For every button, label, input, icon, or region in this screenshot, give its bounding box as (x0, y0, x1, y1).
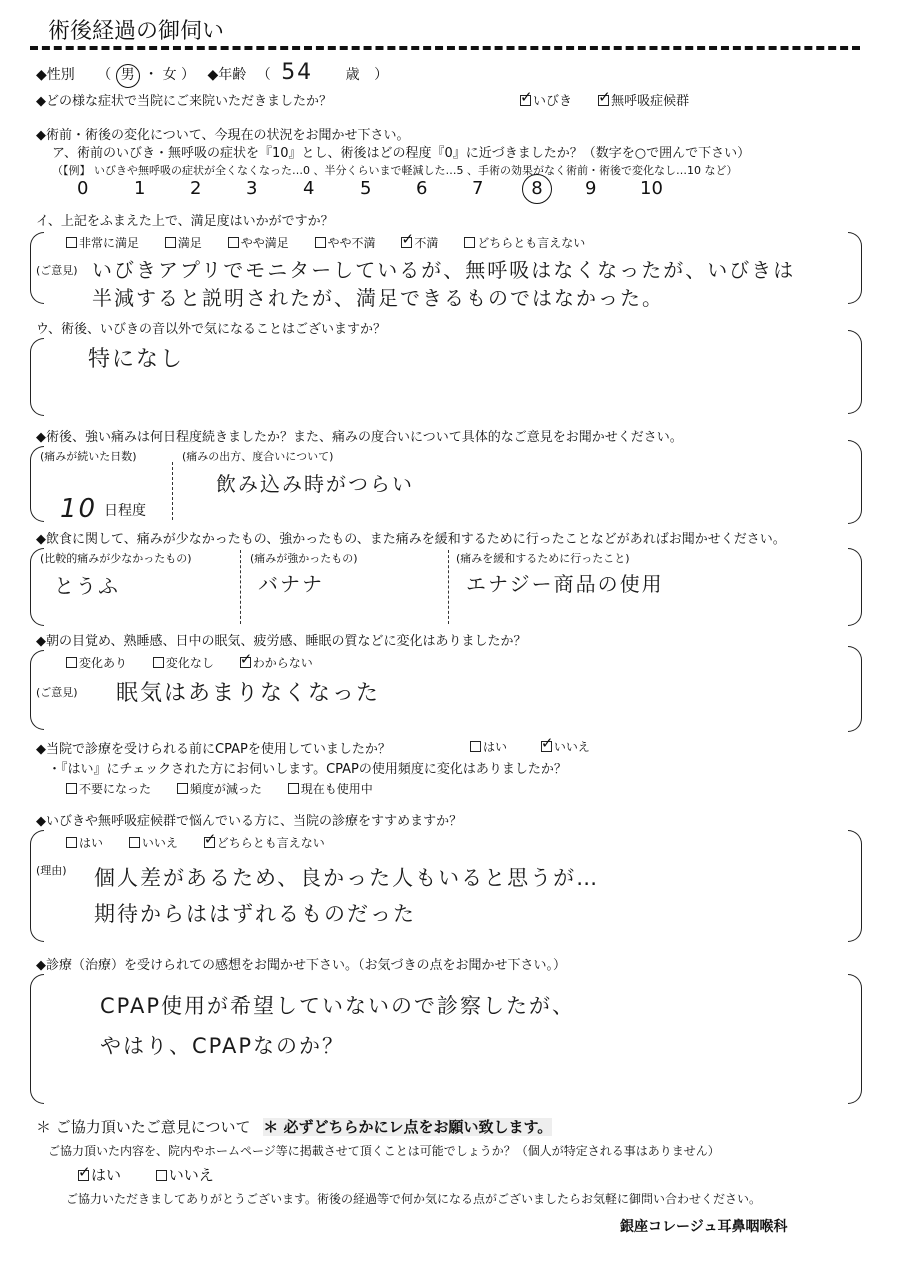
page-title: 術後経過の御伺い (48, 19, 225, 44)
cpap-question: ◆当院で診療を受けられる前にCPAPを使用していましたか？ (36, 742, 391, 757)
recommend-options (66, 834, 325, 851)
scale-9[interactable]: 9 (585, 178, 597, 199)
option-somewhat-satisfied[interactable]: やや満足 (228, 236, 289, 250)
scale-5[interactable]: 5 (360, 178, 372, 199)
consent-options (78, 1164, 214, 1185)
recommend-answer-line1[interactable]: 個人差があるため、良かった人もいると思うが… (94, 866, 600, 890)
bracket-right (848, 830, 862, 942)
checkbox-icon (66, 237, 77, 248)
checkbox-icon (66, 837, 77, 848)
food-relief-label: (痛みを緩和するために行ったこと) (456, 552, 630, 565)
bracket-right (848, 440, 862, 524)
cpap-followup-options (66, 780, 373, 797)
bracket-right (848, 974, 862, 1104)
option-unchanged[interactable]: 変化なし (153, 656, 214, 670)
age-label: ◆年齢 (207, 67, 247, 83)
title-dotted-rule (30, 46, 860, 50)
scale-1[interactable]: 1 (134, 178, 146, 199)
pain-days-unit: 日程度 (104, 503, 146, 519)
clinic-name: 銀座コレージュ耳鼻咽喉科 (620, 1219, 788, 1235)
option-neither[interactable]: どちらとも言えない (464, 236, 585, 250)
food-strong-answer[interactable]: バナナ (258, 572, 324, 596)
food-relief-answer[interactable]: エナジー商品の使用 (466, 572, 664, 596)
checkbox-icon (177, 783, 188, 794)
checkbox-icon (401, 237, 412, 248)
checkbox-icon (228, 237, 239, 248)
option-yes[interactable]: はい (470, 740, 507, 754)
scale-10[interactable]: 10 (640, 178, 663, 199)
option-no-longer-needed[interactable]: 不要になった (66, 782, 151, 796)
option-yes[interactable]: ✓はい (78, 1166, 121, 1184)
checkbox-icon (66, 657, 77, 668)
option-somewhat-dissatisfied[interactable]: やや不満 (315, 236, 376, 250)
impression-answer-line2[interactable]: やはり、CPAPなのか？ (100, 1034, 346, 1058)
option-no[interactable]: いいえ (129, 836, 178, 850)
impression-answer-line1[interactable]: CPAP使用が希望していないので診察したが、 (100, 994, 576, 1018)
scale-8-selected[interactable]: 8 (522, 174, 552, 204)
food-less-answer[interactable]: とうふ (54, 574, 120, 598)
checkbox-icon (470, 741, 481, 752)
scale-0[interactable]: 0 (77, 178, 89, 199)
food-strong-label: (痛みが強かったもの) (250, 552, 358, 565)
recommend-answer-line2[interactable]: 期待からははずれるものだった (94, 902, 416, 926)
symptoms-question: ◆どの様な症状で当院にご来院いただきましたか？ (36, 94, 332, 109)
consent-title: ＊ ご協力頂いたご意見について ＊ 必ずどちらかにレ点をお願い致します。 (36, 1118, 553, 1136)
reason-label: (理由) (36, 864, 67, 877)
satisfaction-answer-line2[interactable]: 半減すると説明されたが、満足できるものではなかった。 (92, 286, 664, 310)
bracket-right (848, 548, 862, 626)
divider (448, 550, 449, 624)
age-unit: 歳 (345, 67, 360, 83)
checkbox-icon (66, 783, 77, 794)
bracket-right (848, 646, 862, 732)
pain-degree-label: (痛みの出方、度合いについて) (182, 450, 334, 463)
bracket-left (30, 974, 44, 1104)
option-no[interactable]: ✓ いいえ (541, 740, 590, 754)
scale-3[interactable]: 3 (246, 178, 258, 199)
option-unknown[interactable]: ✓ わからない (240, 656, 313, 670)
change-question: ◆術前・術後の変化について、今現在の状況をお聞かせ下さい。 (36, 128, 410, 143)
checkbox-icon (165, 237, 176, 248)
consent-question: ご協力頂いた内容を、院内やホームページ等に掲載させて頂くことは可能でしょうか？（個人が特定される事はありません） (48, 1144, 720, 1158)
checkbox-icon (598, 95, 609, 106)
gender-label: ◆性別 (36, 67, 75, 83)
change-example: （【例】 いびきや無呼吸の症状が全くなくなった…0 、半分くらいまで軽減した…5 、手術の効果がなく術前・術後で変化なし…10 など） (52, 164, 738, 177)
impression-question: ◆診療（治療）を受けられての感想をお聞かせ下さい。（お気づきの点をお聞かせ下さい。） (36, 958, 566, 973)
option-satisfied[interactable]: 満足 (165, 236, 202, 250)
cpap-followup: ・『はい』にチェックされた方にお伺いします。CPAPの使用頻度に変化はありましたか？ (48, 762, 567, 777)
age-value[interactable]: 54 (281, 60, 314, 85)
checkbox-icon (204, 837, 215, 848)
option-no[interactable]: いいえ (156, 1166, 214, 1184)
scale-6[interactable]: 6 (416, 178, 428, 199)
scale-7[interactable]: 7 (472, 178, 484, 199)
option-neither[interactable]: ✓ どちらとも言えない (204, 836, 325, 850)
recommend-question: ◆いびきや無呼吸症候群で悩んでいる方に、当院の診療をすすめますか？ (36, 814, 463, 829)
change-sub-a: ア、術前のいびき・無呼吸の症状を『10』とし、術後はどの程度『0』に近づきましたか？（数字を○で囲んで下さい） (52, 146, 751, 161)
divider (172, 462, 173, 520)
other-concern-question: ウ、術後、いびきの音以外で気になることはございますか？ (36, 322, 386, 337)
symptoms-options (520, 90, 689, 109)
pain-question: ◆術後、強い痛みは何日程度続きましたか？また、痛みの度合いについて具体的なご意見をお聞かせください。 (36, 430, 683, 445)
option-very-satisfied[interactable]: 非常に満足 (66, 236, 139, 250)
food-less-label: (比較的痛みが少なかったもの) (40, 552, 192, 565)
checkbox-icon (78, 1170, 89, 1181)
checkbox-icon (315, 237, 326, 248)
gender-female[interactable]: 女 (162, 67, 177, 83)
checkbox-icon (464, 237, 475, 248)
pain-days-label: (痛みが続いた日数) (40, 450, 137, 463)
bracket-right (848, 330, 862, 414)
satisfaction-question: イ、上記をふまえた上で、満足度はいかがですか？ (36, 214, 334, 229)
satisfaction-options (66, 234, 585, 251)
scale-4[interactable]: 4 (303, 178, 315, 199)
bracket-left (30, 830, 44, 942)
sleep-answer[interactable]: 眠気はあまりなくなった (116, 681, 381, 706)
option-dissatisfied[interactable]: ✓ 不満 (401, 236, 438, 250)
gender-male-circled[interactable]: 男 (116, 64, 140, 88)
option-snoring[interactable]: ✓ いびき (520, 94, 572, 109)
checkbox-icon (541, 741, 552, 752)
scale-2[interactable]: 2 (190, 178, 202, 199)
bracket-left (30, 338, 44, 416)
pain-days-value[interactable]: 10 (60, 494, 98, 524)
checkbox-icon (156, 1170, 167, 1181)
food-question: ◆飲食に関して、痛みが少なかったもの、強かったもの、また痛みを緩和するために行ったことなどがあればお聞かせください。 (36, 532, 786, 547)
sleep-question: ◆朝の目覚め、熟睡感、日中の眠気、疲労感、睡眠の質などに変化はありましたか？ (36, 634, 527, 649)
checkbox-icon (288, 783, 299, 794)
option-yes[interactable]: はい (66, 836, 103, 850)
checkbox-icon (240, 657, 251, 668)
opinion-label: (ご意見) (36, 264, 78, 277)
gender-row: ◆性別 （ 男 ・ 女 ） ◆年齢 （ 54 歳 ） (36, 60, 388, 88)
option-apnea[interactable]: ✓ 無呼吸症候群 (598, 94, 689, 109)
checkbox-icon (129, 837, 140, 848)
thanks-text: ご協力いただきましてありがとうございます。術後の経過等で何か気になる点がございましたらお気軽に御問い合わせください。 (66, 1192, 762, 1206)
satisfaction-answer-line1[interactable]: いびきアプリでモニターしているが、無呼吸はなくなったが、いびきは (92, 258, 796, 282)
divider (240, 550, 241, 624)
other-concern-answer[interactable]: 特になし (88, 347, 185, 372)
opinion-label: (ご意見) (36, 686, 78, 699)
sleep-options (66, 654, 313, 671)
option-still-using[interactable]: 現在も使用中 (288, 782, 373, 796)
cpap-options (470, 738, 590, 755)
pain-degree-answer[interactable]: 飲み込み時がつらい (216, 472, 414, 496)
option-changed[interactable]: 変化あり (66, 656, 127, 670)
checkbox-icon (153, 657, 164, 668)
checkbox-icon (520, 95, 531, 106)
bracket-right (848, 232, 862, 304)
option-reduced[interactable]: 頻度が減った (177, 782, 262, 796)
